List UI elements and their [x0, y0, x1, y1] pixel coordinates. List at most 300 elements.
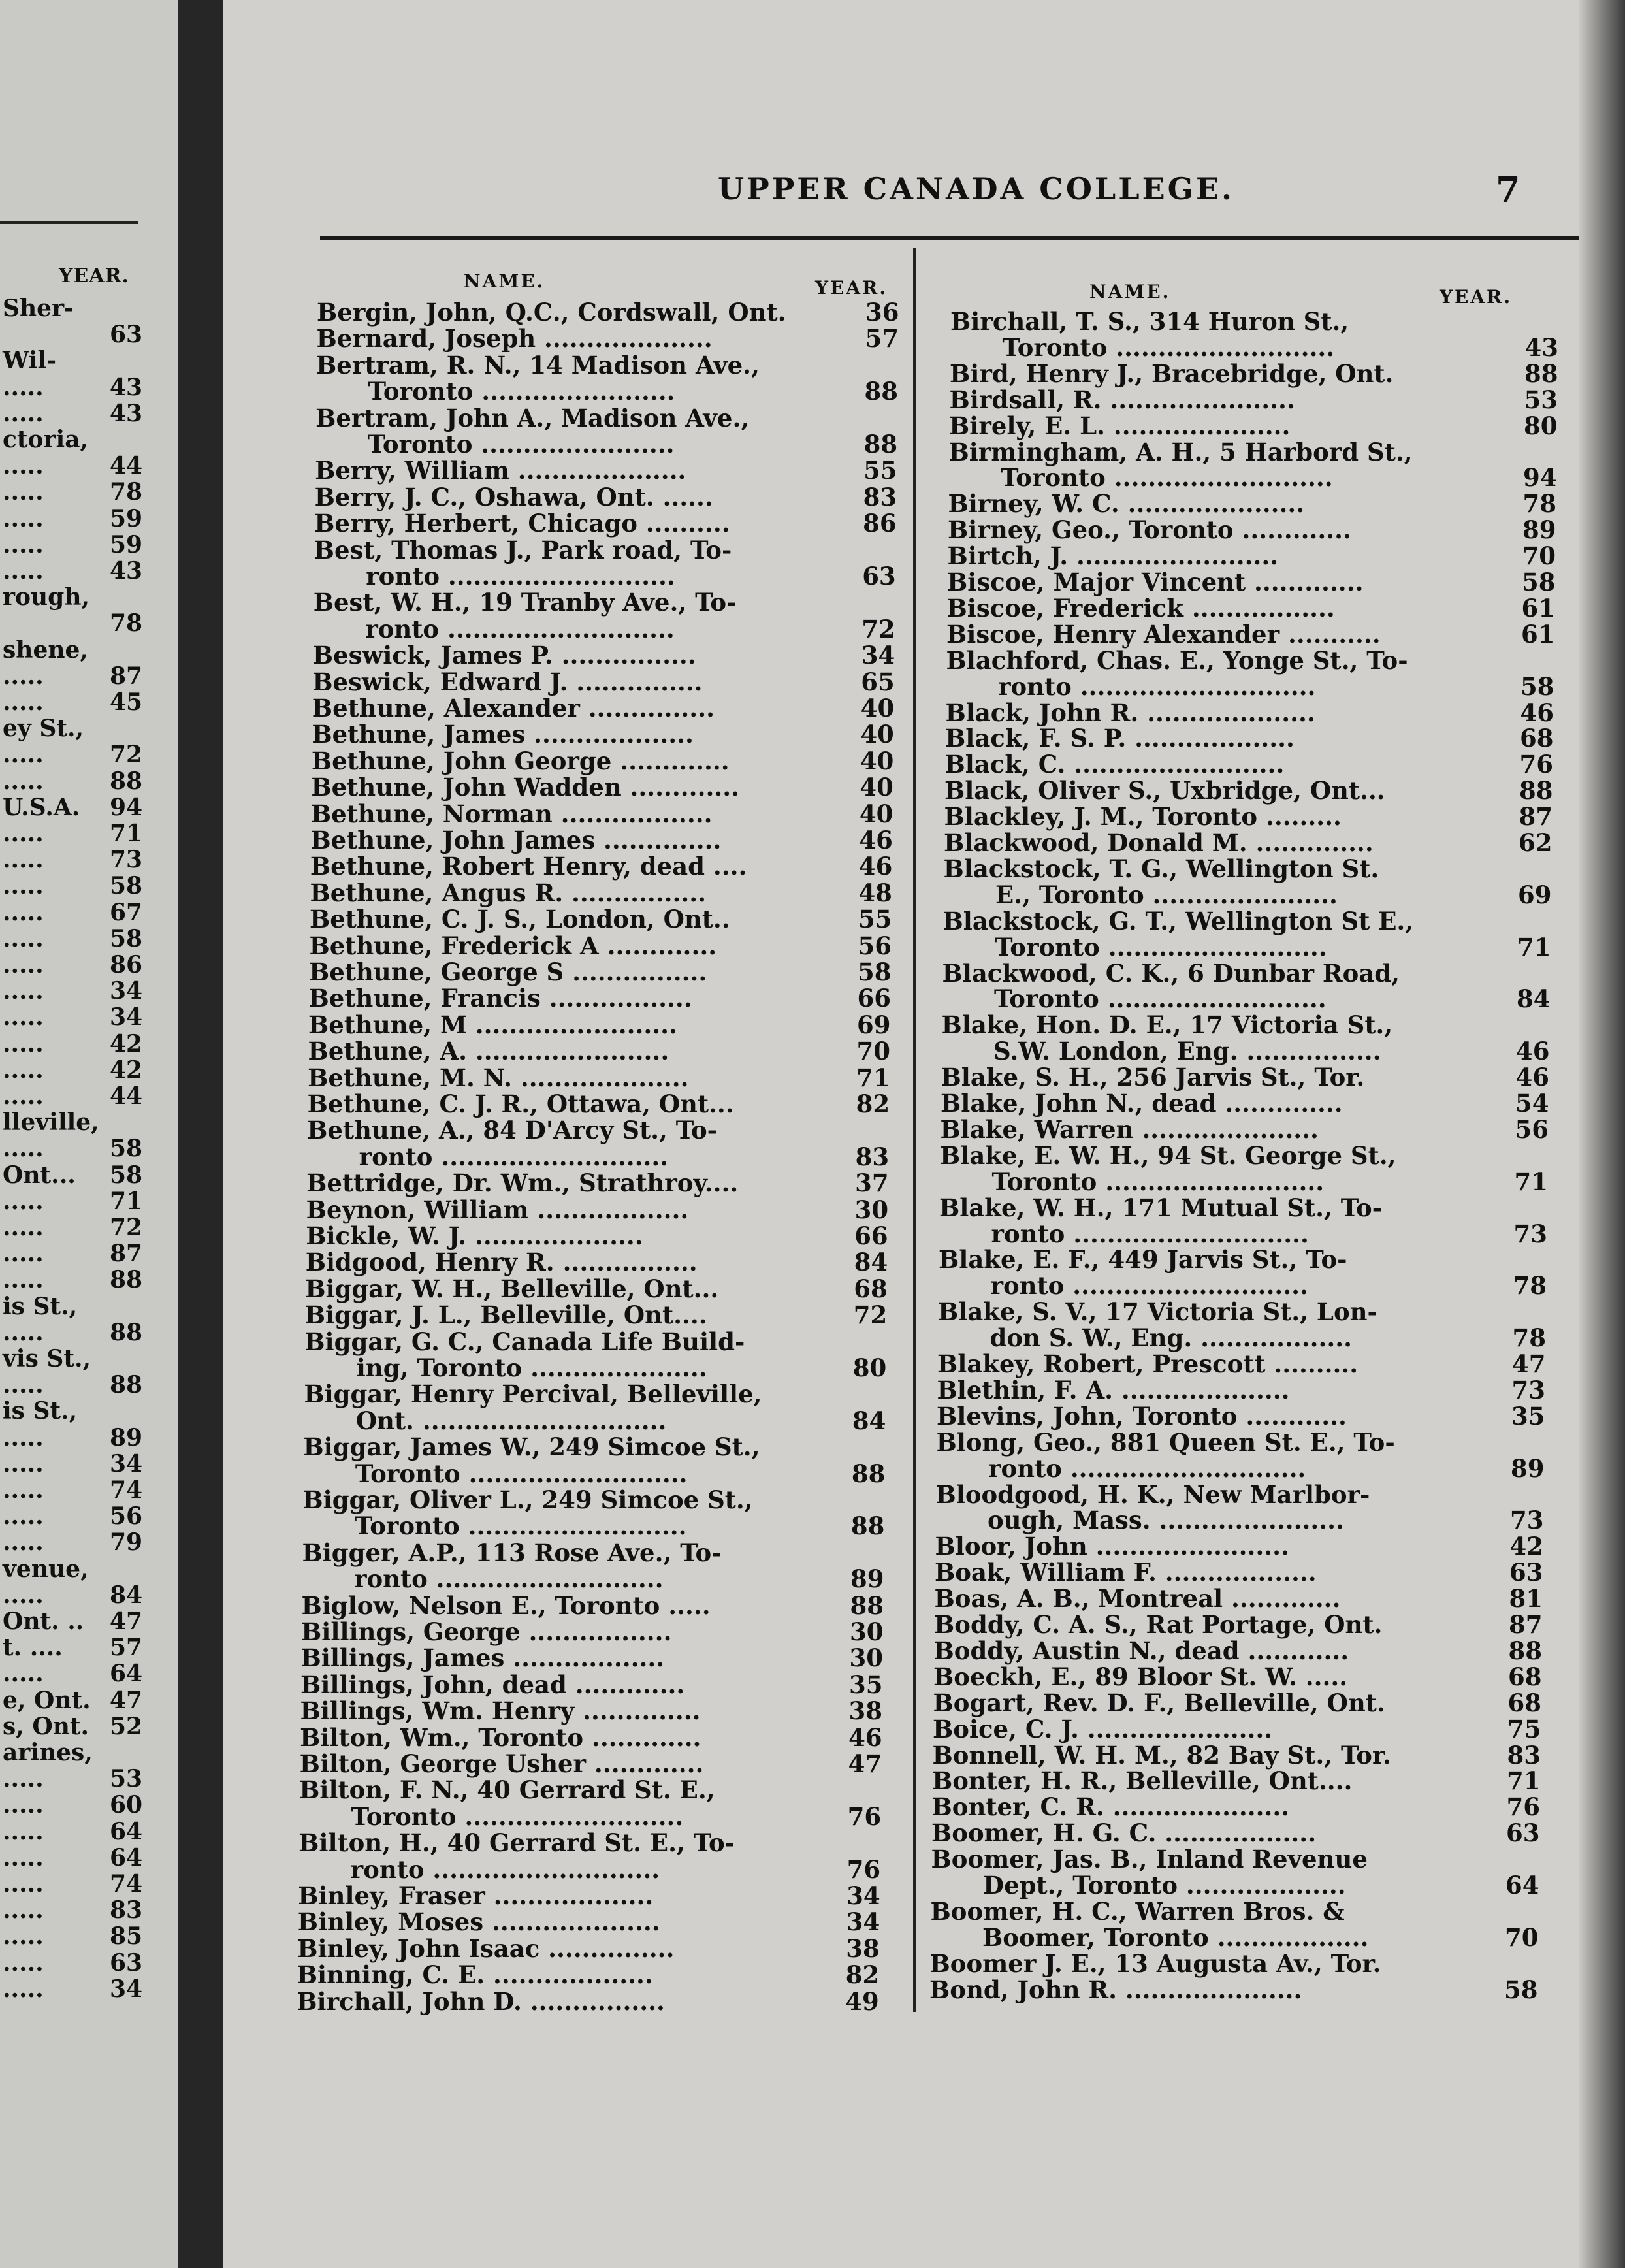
left-fragment-line: [0, 558, 170, 584]
left-fragment-line: [0, 1687, 170, 1713]
left-fragment-text: .....: [3, 478, 44, 506]
entry-name: Blakey, Robert, Prescott ..........: [937, 1350, 1359, 1378]
left-fragment-line: [0, 1188, 170, 1214]
left-fragment-text: .....: [3, 1214, 44, 1241]
left-fragment-line: [0, 1503, 170, 1529]
left-fragment-line: [0, 715, 170, 741]
directory-entry: [947, 595, 1561, 621]
left-fragment-line: [0, 1950, 170, 1976]
entry-name: Biscoe, Frederick .................: [946, 593, 1335, 623]
entry-year: 69: [1518, 880, 1552, 909]
entry-year: 63: [1509, 1558, 1543, 1587]
directory-entry: [313, 642, 901, 668]
entry-name: ronto ...........................: [353, 1564, 664, 1594]
left-fragment-text: is St.,: [3, 1292, 78, 1320]
entry-year: 62: [1519, 828, 1553, 857]
entry-name: Black, C. .........................: [944, 750, 1285, 779]
left-fragment-text: is St.,: [3, 1397, 78, 1425]
entry-year: 53: [1524, 385, 1558, 414]
entry-name: Ont. .............................: [355, 1406, 667, 1435]
entry-name: Biggar, Oliver L., 249 Simcoe St.,: [302, 1485, 753, 1514]
entry-year: 87: [1509, 1610, 1543, 1639]
directory-entry: [298, 1909, 886, 1935]
directory-entry: [946, 647, 1560, 673]
directory-entry: [937, 1377, 1551, 1403]
entry-year: 83: [863, 482, 897, 511]
left-fragment-line: [0, 1634, 170, 1660]
left-fragment-line: [0, 374, 170, 400]
left-fragment-text: .....: [3, 1922, 44, 1951]
entry-year: 82: [856, 1090, 890, 1118]
directory-entry: [310, 827, 898, 853]
left-fragment-text: .....: [3, 1371, 44, 1399]
col1-name-header: NAME.: [464, 270, 545, 292]
entry-year: 83: [1507, 1740, 1541, 1770]
entry-year: 71: [856, 1063, 890, 1092]
left-fragment-line: [0, 1240, 170, 1267]
left-fragment-text: .....: [3, 741, 44, 769]
left-fragment-year: 52: [110, 1712, 143, 1740]
entry-year: 34: [846, 1907, 880, 1937]
directory-entry: [941, 1116, 1554, 1142]
directory-entry: [306, 1223, 893, 1249]
left-fragment-line: [0, 1556, 170, 1582]
page-title: UPPER CANADA COLLEGE.: [718, 171, 1235, 206]
entry-year: 40: [860, 773, 893, 802]
left-fragment-text: ctoria,: [3, 426, 89, 453]
entry-name: Blackstock, G. T., Wellington St E.,: [942, 906, 1414, 935]
left-fragment-line: [0, 1608, 170, 1634]
entry-name: Bickle, W. J. ....................: [306, 1222, 643, 1250]
entry-year: 89: [850, 1564, 884, 1594]
left-fragment-year: 83: [110, 1896, 143, 1924]
entry-name: Toronto .......................: [368, 377, 675, 406]
left-fragment-text: .....: [3, 557, 44, 585]
directory-entry: [308, 1038, 896, 1064]
left-year-header: YEAR.: [59, 265, 129, 287]
entry-name: ough, Mass. ......................: [988, 1506, 1344, 1535]
entry-year: 56: [1515, 1114, 1549, 1144]
entry-year: 76: [1519, 750, 1553, 779]
directory-entry: [299, 1777, 887, 1803]
entry-year: 69: [857, 1010, 891, 1039]
entry-name: Toronto ..........................: [1002, 332, 1335, 362]
col2-name-header: NAME.: [1089, 281, 1171, 302]
directory-entry: [310, 880, 897, 906]
left-fragment-line: [0, 1897, 170, 1923]
left-fragment-line: [0, 532, 170, 558]
entry-name: Black, Oliver S., Uxbridge, Ont...: [944, 776, 1385, 805]
left-fragment-year: 86: [110, 951, 143, 979]
entry-name: Blake, W. H., 171 Mutual St., To-: [939, 1193, 1383, 1222]
left-fragment-line: [0, 427, 170, 453]
left-fragment-year: 45: [110, 688, 143, 716]
left-fragment-year: 59: [110, 530, 143, 559]
left-fragment-text: .....: [3, 1003, 44, 1031]
entry-name: Black, John R. ....................: [945, 698, 1315, 727]
entry-name: Boddy, C. A. S., Rat Portage, Ont.: [934, 1610, 1383, 1639]
directory-entry: [316, 352, 904, 378]
directory-entry: [298, 1883, 886, 1909]
directory-entry: [306, 1249, 893, 1275]
directory-entry: [307, 1144, 895, 1170]
entry-year: 36: [865, 298, 899, 327]
left-fragment-text: .....: [3, 1450, 44, 1478]
entry-name: Boomer, Jas. B., Inland Revenue: [931, 1845, 1368, 1874]
entry-year: 35: [1511, 1401, 1545, 1431]
entry-name: Bethune, Norman ..................: [310, 799, 713, 828]
directory-entry: [932, 1794, 1546, 1820]
entry-year: 48: [858, 878, 892, 907]
left-fragment-line: [0, 1109, 170, 1135]
entry-name: Boddy, Austin N., dead ............: [933, 1636, 1349, 1665]
directory-entry: [301, 1593, 889, 1619]
left-fragment-text: lleville,: [3, 1109, 99, 1137]
entry-name: Blackwood, Donald M. ..............: [944, 828, 1374, 857]
entry-year: 34: [861, 641, 895, 670]
left-fragment-text: .....: [3, 1187, 44, 1215]
directory-entry: [941, 1090, 1554, 1116]
directory-entry: [297, 1962, 885, 1988]
entry-year: 46: [1516, 1037, 1550, 1066]
entry-name: Berry, William ....................: [315, 456, 686, 485]
left-fragment-line: [0, 1346, 170, 1372]
entry-name: Birmingham, A. H., 5 Harbord St.,: [948, 437, 1413, 466]
entry-name: ronto ...........................: [350, 1855, 660, 1884]
left-fragment-text: .....: [3, 1949, 44, 1977]
entry-name: Bethune, Francis .................: [308, 984, 692, 1013]
entry-name: Binning, C. E. ...................: [297, 1960, 653, 1990]
left-fragment-line: [0, 663, 170, 689]
entry-name: Binley, Fraser ...................: [298, 1881, 654, 1910]
left-fragment-line: [0, 1477, 170, 1503]
entry-name: Bettridge, Dr. Wm., Strathroy....: [306, 1169, 739, 1198]
directory-entry: [310, 853, 898, 879]
directory-entry: [302, 1487, 890, 1513]
directory-entry: [937, 1403, 1551, 1429]
directory-entry: [936, 1482, 1550, 1508]
entry-year: 71: [1507, 1766, 1541, 1796]
directory-entry: [942, 934, 1556, 960]
left-fragment-text: .....: [3, 767, 44, 795]
entry-year: 43: [1524, 332, 1558, 362]
left-fragment-text: .....: [3, 1791, 44, 1819]
directory-entry: [944, 830, 1558, 856]
entry-year: 80: [852, 1353, 887, 1382]
left-fragment-year: 34: [110, 1450, 143, 1478]
directory-entry: [931, 1846, 1545, 1872]
left-fragment-year: 53: [110, 1765, 143, 1793]
entry-year: 54: [1515, 1089, 1549, 1118]
entry-name: ronto ............................: [988, 1453, 1306, 1483]
directory-entry: [300, 1751, 888, 1777]
directory-entry: [936, 1455, 1550, 1482]
entry-name: Blake, John N., dead ..............: [941, 1089, 1343, 1118]
entry-name: Bethune, A. .......................: [308, 1037, 669, 1066]
left-fragment-text: .....: [3, 924, 44, 952]
left-fragment-year: 72: [110, 741, 143, 769]
directory-entry: [950, 334, 1564, 361]
directory-entry: [939, 1272, 1553, 1299]
left-fragment-text: .....: [3, 1318, 44, 1346]
left-fragment-year: 43: [110, 557, 143, 585]
directory-entry: [942, 960, 1556, 986]
entry-year: 66: [857, 984, 892, 1013]
left-fragment-text: .....: [3, 1765, 44, 1793]
entry-name: Blackstock, T. G., Wellington St.: [943, 854, 1379, 883]
directory-entry: [948, 464, 1562, 491]
left-fragment-year: 73: [110, 846, 143, 874]
left-fragment-year: 71: [110, 820, 143, 847]
entry-year: 84: [852, 1406, 886, 1435]
directory-entry: [305, 1276, 893, 1302]
directory-entry: [945, 725, 1559, 751]
left-fragment-year: 59: [110, 504, 143, 532]
directory-entry: [946, 621, 1560, 647]
left-fragment-line: [0, 637, 170, 663]
left-fragment-year: 57: [110, 1634, 143, 1662]
entry-year: 40: [860, 694, 895, 722]
left-fragment-year: 87: [110, 1240, 143, 1268]
entry-year: 46: [848, 1723, 882, 1752]
left-fragment-line: [0, 978, 170, 1004]
directory-entry: [937, 1351, 1551, 1377]
entry-name: Toronto ..........................: [991, 1167, 1325, 1196]
left-fragment-line: [0, 1819, 170, 1845]
directory-entry: [298, 1830, 886, 1856]
entry-name: Bethune, C. J. R., Ottawa, Ont...: [307, 1090, 734, 1118]
entry-year: 63: [1506, 1819, 1540, 1848]
left-fragment-line: [0, 1425, 170, 1451]
left-fragment-year: 42: [110, 1029, 143, 1058]
left-fragment-line: [0, 1740, 170, 1766]
page-number: 7: [1496, 169, 1520, 210]
left-fragment-line: [0, 479, 170, 505]
entry-year: 40: [860, 746, 894, 775]
entry-year: 88: [850, 1512, 885, 1541]
entry-year: 46: [1520, 698, 1554, 727]
left-fragment-text: .....: [3, 1529, 44, 1557]
left-fragment-text: shene,: [3, 636, 88, 664]
entry-name: Binley, Moses ....................: [297, 1907, 660, 1937]
right-page: [223, 0, 1625, 2268]
left-fragment-text: .....: [3, 1476, 44, 1504]
directory-entry: [311, 774, 899, 800]
entry-name: Blake, Warren .....................: [940, 1114, 1319, 1144]
directory-entry: [950, 308, 1564, 334]
entry-name: Billings, James ..................: [300, 1644, 665, 1673]
directory-entry: [315, 457, 903, 483]
entry-year: 94: [1523, 463, 1557, 493]
directory-entry: [302, 1513, 890, 1539]
book-spine: [178, 0, 223, 2268]
entry-name: ronto ...........................: [365, 614, 675, 643]
entry-year: 42: [1509, 1532, 1543, 1561]
entry-name: Best, Thomas J., Park road, To-: [314, 535, 732, 564]
entry-name: Berry, Herbert, Chicago ..........: [314, 509, 730, 538]
directory-entry: [950, 361, 1564, 387]
directory-entry: [302, 1566, 890, 1592]
entry-name: Bidgood, Henry R. ................: [305, 1248, 698, 1277]
left-fragment-year: 60: [110, 1791, 143, 1819]
entry-name: Binley, John Isaac ...............: [297, 1934, 675, 1963]
entry-year: 81: [1509, 1584, 1543, 1613]
left-fragment-text: .....: [3, 1240, 44, 1268]
entry-name: Bethune, M ........................: [308, 1010, 677, 1039]
left-fragment-text: arines,: [3, 1739, 93, 1766]
entry-year: 78: [1522, 489, 1556, 519]
entry-name: Bilton, George Usher .............: [299, 1749, 704, 1778]
entry-name: Boice, C. J. ......................: [933, 1714, 1273, 1743]
entry-year: 71: [1514, 1167, 1548, 1196]
directory-entry: [304, 1381, 892, 1407]
left-page-fragment: [0, 0, 178, 2268]
entry-year: 76: [1506, 1792, 1540, 1822]
left-fragment-year: 58: [110, 872, 143, 900]
left-fragment-line: [0, 768, 170, 794]
left-fragment-text: .....: [3, 452, 44, 480]
directory-entry: [933, 1716, 1547, 1742]
directory-entry: [298, 1856, 886, 1883]
left-fragment-line: [0, 1320, 170, 1346]
entry-year: 47: [848, 1749, 882, 1778]
entry-name: Blong, Geo., 881 Queen St. E., To-: [936, 1427, 1395, 1457]
left-fragment-text: U.S.A.: [3, 793, 80, 821]
entry-year: 30: [854, 1195, 889, 1224]
directory-entry: [940, 1142, 1554, 1169]
left-fragment-text: .....: [3, 1581, 44, 1609]
directory-entry: [317, 325, 905, 351]
directory-entry: [935, 1507, 1549, 1533]
entry-year: 56: [858, 931, 892, 960]
directory-entry: [938, 1325, 1552, 1351]
left-fragment-year: 88: [110, 1266, 143, 1294]
left-fragment-line: [0, 348, 170, 374]
left-fragment-line: [0, 1845, 170, 1871]
directory-entry: [930, 1924, 1544, 1951]
entry-year: 57: [865, 324, 899, 353]
left-fragment-year: 64: [110, 1660, 143, 1688]
directory-entry: [948, 517, 1562, 543]
left-fragment-text: .....: [3, 1266, 44, 1294]
entry-year: 88: [851, 1459, 886, 1488]
directory-entry: [934, 1638, 1548, 1664]
entry-year: 76: [846, 1855, 881, 1884]
left-fragment-year: 63: [110, 1949, 143, 1977]
entry-year: 89: [1511, 1453, 1545, 1483]
directory-entry: [313, 616, 901, 642]
directory-entry: [938, 1299, 1552, 1325]
directory-entry: [950, 387, 1564, 413]
left-fragment-text: .....: [3, 530, 44, 559]
entry-name: Toronto ..........................: [354, 1512, 687, 1541]
directory-entry: [931, 1872, 1545, 1898]
left-fragment-text: t. ....: [3, 1634, 63, 1662]
entry-year: 46: [859, 826, 893, 854]
left-fragment-line: [0, 1083, 170, 1109]
entry-name: Bethune, M. N. ....................: [308, 1063, 689, 1092]
entry-year: 70: [1505, 1922, 1539, 1952]
left-fragment-year: 79: [110, 1529, 143, 1557]
left-fragment-line: [0, 1529, 170, 1555]
entry-name: Bethune, Angus R. ................: [310, 878, 707, 907]
directory-entry: [929, 1977, 1543, 2003]
directory-entry: [942, 986, 1556, 1012]
left-fragment-line: [0, 584, 170, 610]
left-fragment-text: .....: [3, 1975, 44, 2003]
entry-year: 88: [863, 430, 898, 459]
entry-name: Blake, E. F., 449 Jarvis St., To-: [939, 1245, 1347, 1274]
left-fragment-year: 47: [110, 1686, 143, 1714]
directory-entry: [312, 721, 899, 747]
directory-entry: [297, 1936, 885, 1962]
entry-name: ronto ............................: [991, 1219, 1309, 1248]
left-fragment-line: [0, 1871, 170, 1897]
entry-name: Beswick, James P. ................: [312, 641, 696, 670]
left-fragment-line: [0, 1004, 170, 1030]
left-fragment-text: s, Ont.: [3, 1712, 89, 1740]
directory-entry: [303, 1434, 891, 1460]
left-fragment-text: Wil-: [3, 347, 57, 375]
left-fragment-line: [0, 610, 170, 636]
left-fragment-text: .....: [3, 504, 44, 532]
directory-entry: [312, 695, 900, 721]
page-edge: [1579, 0, 1625, 2268]
entry-year: 63: [862, 562, 896, 591]
directory-entry: [930, 1951, 1544, 1977]
directory-entry: [943, 908, 1557, 934]
directory-entry: [316, 378, 904, 404]
left-fragment-year: 88: [110, 767, 143, 795]
left-fragment-line: [0, 1057, 170, 1083]
left-page-rule: [0, 221, 138, 224]
entry-name: Bond, John R. .....................: [929, 1975, 1302, 2004]
left-fragment-line: [0, 1267, 170, 1293]
entry-year: 72: [861, 614, 895, 643]
left-fragment-line: [0, 453, 170, 479]
entry-name: Boomer J. E., 13 Augusta Av., Tor.: [929, 1949, 1381, 1978]
entry-name: Biscoe, Major Vincent .............: [947, 568, 1364, 596]
entry-name: Blake, Hon. D. E., 17 Victoria St.,: [941, 1011, 1393, 1040]
entry-name: Toronto ..........................: [994, 984, 1327, 1014]
left-fragment-year: 64: [110, 1817, 143, 1845]
directory-entry: [306, 1197, 894, 1223]
left-fragment-year: 44: [110, 1082, 143, 1110]
left-fragment-text: .....: [3, 1423, 44, 1451]
entry-name: Berry, J. C., Oshawa, Ont. ......: [314, 482, 713, 511]
entry-year: 38: [846, 1934, 880, 1963]
directory-entry: [939, 1246, 1553, 1272]
left-fragment-year: 58: [110, 1135, 143, 1163]
left-fragment-line: [0, 1713, 170, 1740]
directory-entry: [943, 882, 1557, 908]
entry-year: 73: [1510, 1506, 1544, 1535]
left-fragment-text: Ont. ..: [3, 1608, 84, 1635]
entry-name: Dept., Toronto ...................: [983, 1871, 1346, 1900]
entry-name: Blake, S. H., 256 Jarvis St., Tor.: [941, 1063, 1365, 1092]
entry-name: Boak, William F. ..................: [935, 1558, 1317, 1587]
left-fragment-text: .....: [3, 1029, 44, 1058]
entry-name: Bonter, H. R., Belleville, Ont....: [932, 1766, 1353, 1796]
entry-year: 88: [1524, 359, 1558, 388]
left-fragment-year: 34: [110, 1975, 143, 2003]
left-fragment-year: 43: [110, 399, 143, 427]
directory-entry: [933, 1690, 1547, 1716]
left-fragment-year: 44: [110, 452, 143, 480]
left-fragment-line: [0, 506, 170, 532]
directory-entry: [301, 1645, 889, 1671]
entry-year: 73: [1513, 1219, 1547, 1248]
